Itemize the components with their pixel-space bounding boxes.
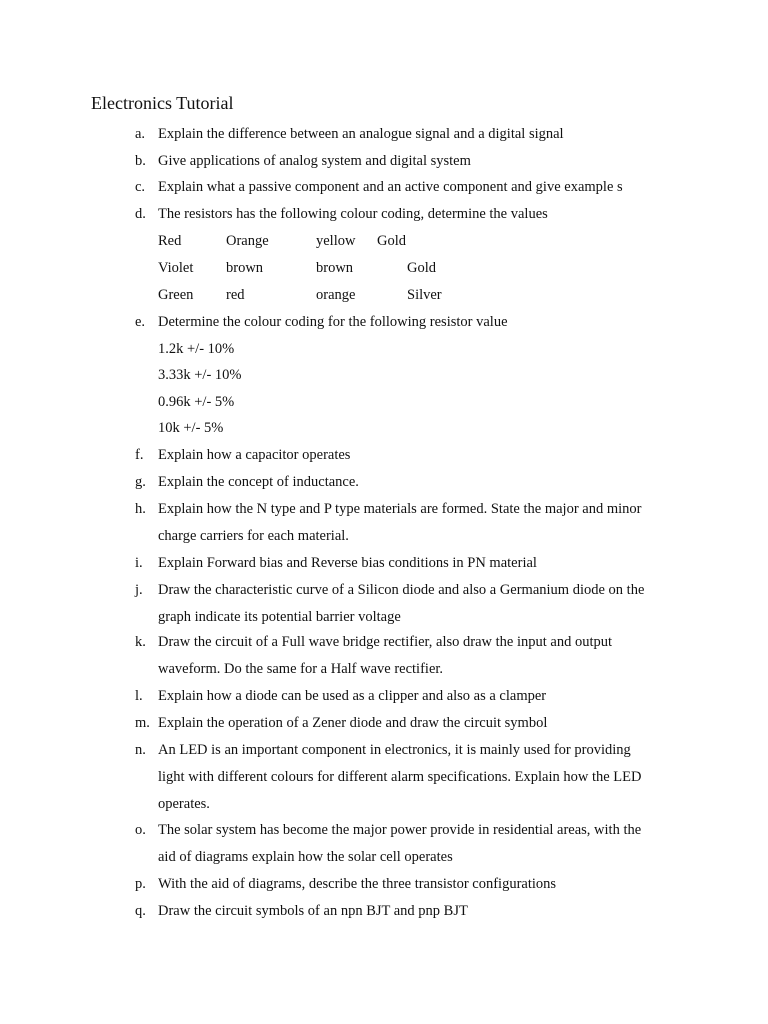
color-band: yellow [316, 233, 356, 249]
question-label: h. [135, 501, 146, 517]
question-text-continued: graph indicate its potential barrier voltage [158, 609, 401, 625]
question-text: Explain how the N type and P type materials are formed. State the major and minor [158, 501, 642, 517]
color-band: brown [316, 260, 354, 276]
question-label: a. [135, 126, 146, 142]
question-j [0, 577, 768, 625]
resistor-color-row [0, 282, 768, 309]
question-text-continued: operates. [158, 796, 210, 812]
question-n [0, 737, 768, 812]
color-band: Red [158, 233, 182, 249]
question-text-continued: waveform. Do the same for a Half wave rectifier. [158, 661, 444, 677]
question-label: k. [135, 634, 146, 650]
resistor-value: 10k +/- 5% [158, 420, 224, 436]
question-b [0, 148, 768, 175]
color-band: Gold [407, 260, 436, 276]
question-p [0, 871, 768, 898]
color-band: orange [316, 287, 356, 303]
question-text: Explain how a capacitor operates [158, 447, 351, 463]
question-text: The resistors has the following colour coding, determine the values [158, 206, 548, 222]
question-text: Determine the colour coding for the following resistor value [158, 314, 508, 330]
question-label: b. [135, 153, 146, 169]
resistor-value: 0.96k +/- 5% [158, 394, 235, 410]
resistor-color-row [0, 255, 768, 282]
resistor-color-row [0, 228, 768, 255]
question-text: Draw the circuit of a Full wave bridge rectifier, also draw the input and output [158, 634, 613, 650]
question-text: Draw the circuit symbols of an npn BJT and pnp BJT [158, 903, 468, 919]
question-o [0, 817, 768, 865]
question-h [0, 496, 768, 544]
question-label: n. [135, 742, 146, 758]
question-d [0, 201, 768, 228]
question-text: Explain the operation of a Zener diode and draw the circuit symbol [158, 715, 548, 731]
question-text: Explain Forward bias and Reverse bias conditions in PN material [158, 555, 537, 571]
question-f [0, 442, 768, 469]
question-label: e. [135, 314, 146, 330]
color-band: Orange [226, 233, 269, 249]
question-label: p. [135, 876, 146, 892]
question-text: Explain the concept of inductance. [158, 474, 359, 490]
question-e [0, 309, 768, 336]
question-k [0, 629, 768, 677]
question-g [0, 469, 768, 496]
color-band: brown [226, 260, 264, 276]
page-title: Electronics Tutorial [91, 93, 234, 113]
question-c [0, 174, 768, 201]
question-label: m. [135, 715, 150, 731]
color-band: red [226, 287, 245, 303]
question-label: l. [135, 688, 143, 704]
question-text: Explain the difference between an analogue signal and a digital signal [158, 126, 564, 142]
question-q [0, 898, 768, 925]
question-text: Draw the characteristic curve of a Silicon diode and also a Germanium diode on the [158, 582, 645, 598]
question-label: j. [135, 582, 143, 598]
question-label: g. [135, 474, 146, 490]
resistor-value: 1.2k +/- 10% [158, 341, 235, 357]
question-text-continued: charge carriers for each material. [158, 528, 349, 544]
question-a [0, 121, 768, 148]
question-text: An LED is an important component in electronics, it is mainly used for providing [158, 742, 631, 758]
question-text: With the aid of diagrams, describe the three transistor configurations [158, 876, 557, 892]
color-band: Silver [407, 287, 442, 303]
question-text: Explain what a passive component and an active component and give example s [158, 179, 623, 195]
color-band: Violet [158, 260, 194, 276]
question-text: The solar system has become the major power provide in residential areas, with the [158, 822, 642, 838]
question-label: f. [135, 447, 144, 463]
color-band: Gold [377, 233, 406, 249]
question-label: q. [135, 903, 146, 919]
question-label: i. [135, 555, 143, 571]
question-label: o. [135, 822, 146, 838]
question-text: Explain how a diode can be used as a clipper and also as a clamper [158, 688, 547, 704]
color-band: Green [158, 287, 194, 303]
question-i [0, 550, 768, 577]
question-text-continued: light with different colours for different alarm specifications. Explain how the LED [158, 769, 642, 785]
question-text-continued: aid of diagrams explain how the solar cell operates [158, 849, 453, 865]
resistor-value: 3.33k +/- 10% [158, 367, 242, 383]
question-text: Give applications of analog system and digital system [158, 153, 471, 169]
question-label: d. [135, 206, 146, 222]
question-l [0, 683, 768, 710]
question-m [0, 710, 768, 737]
question-label: c. [135, 179, 146, 195]
